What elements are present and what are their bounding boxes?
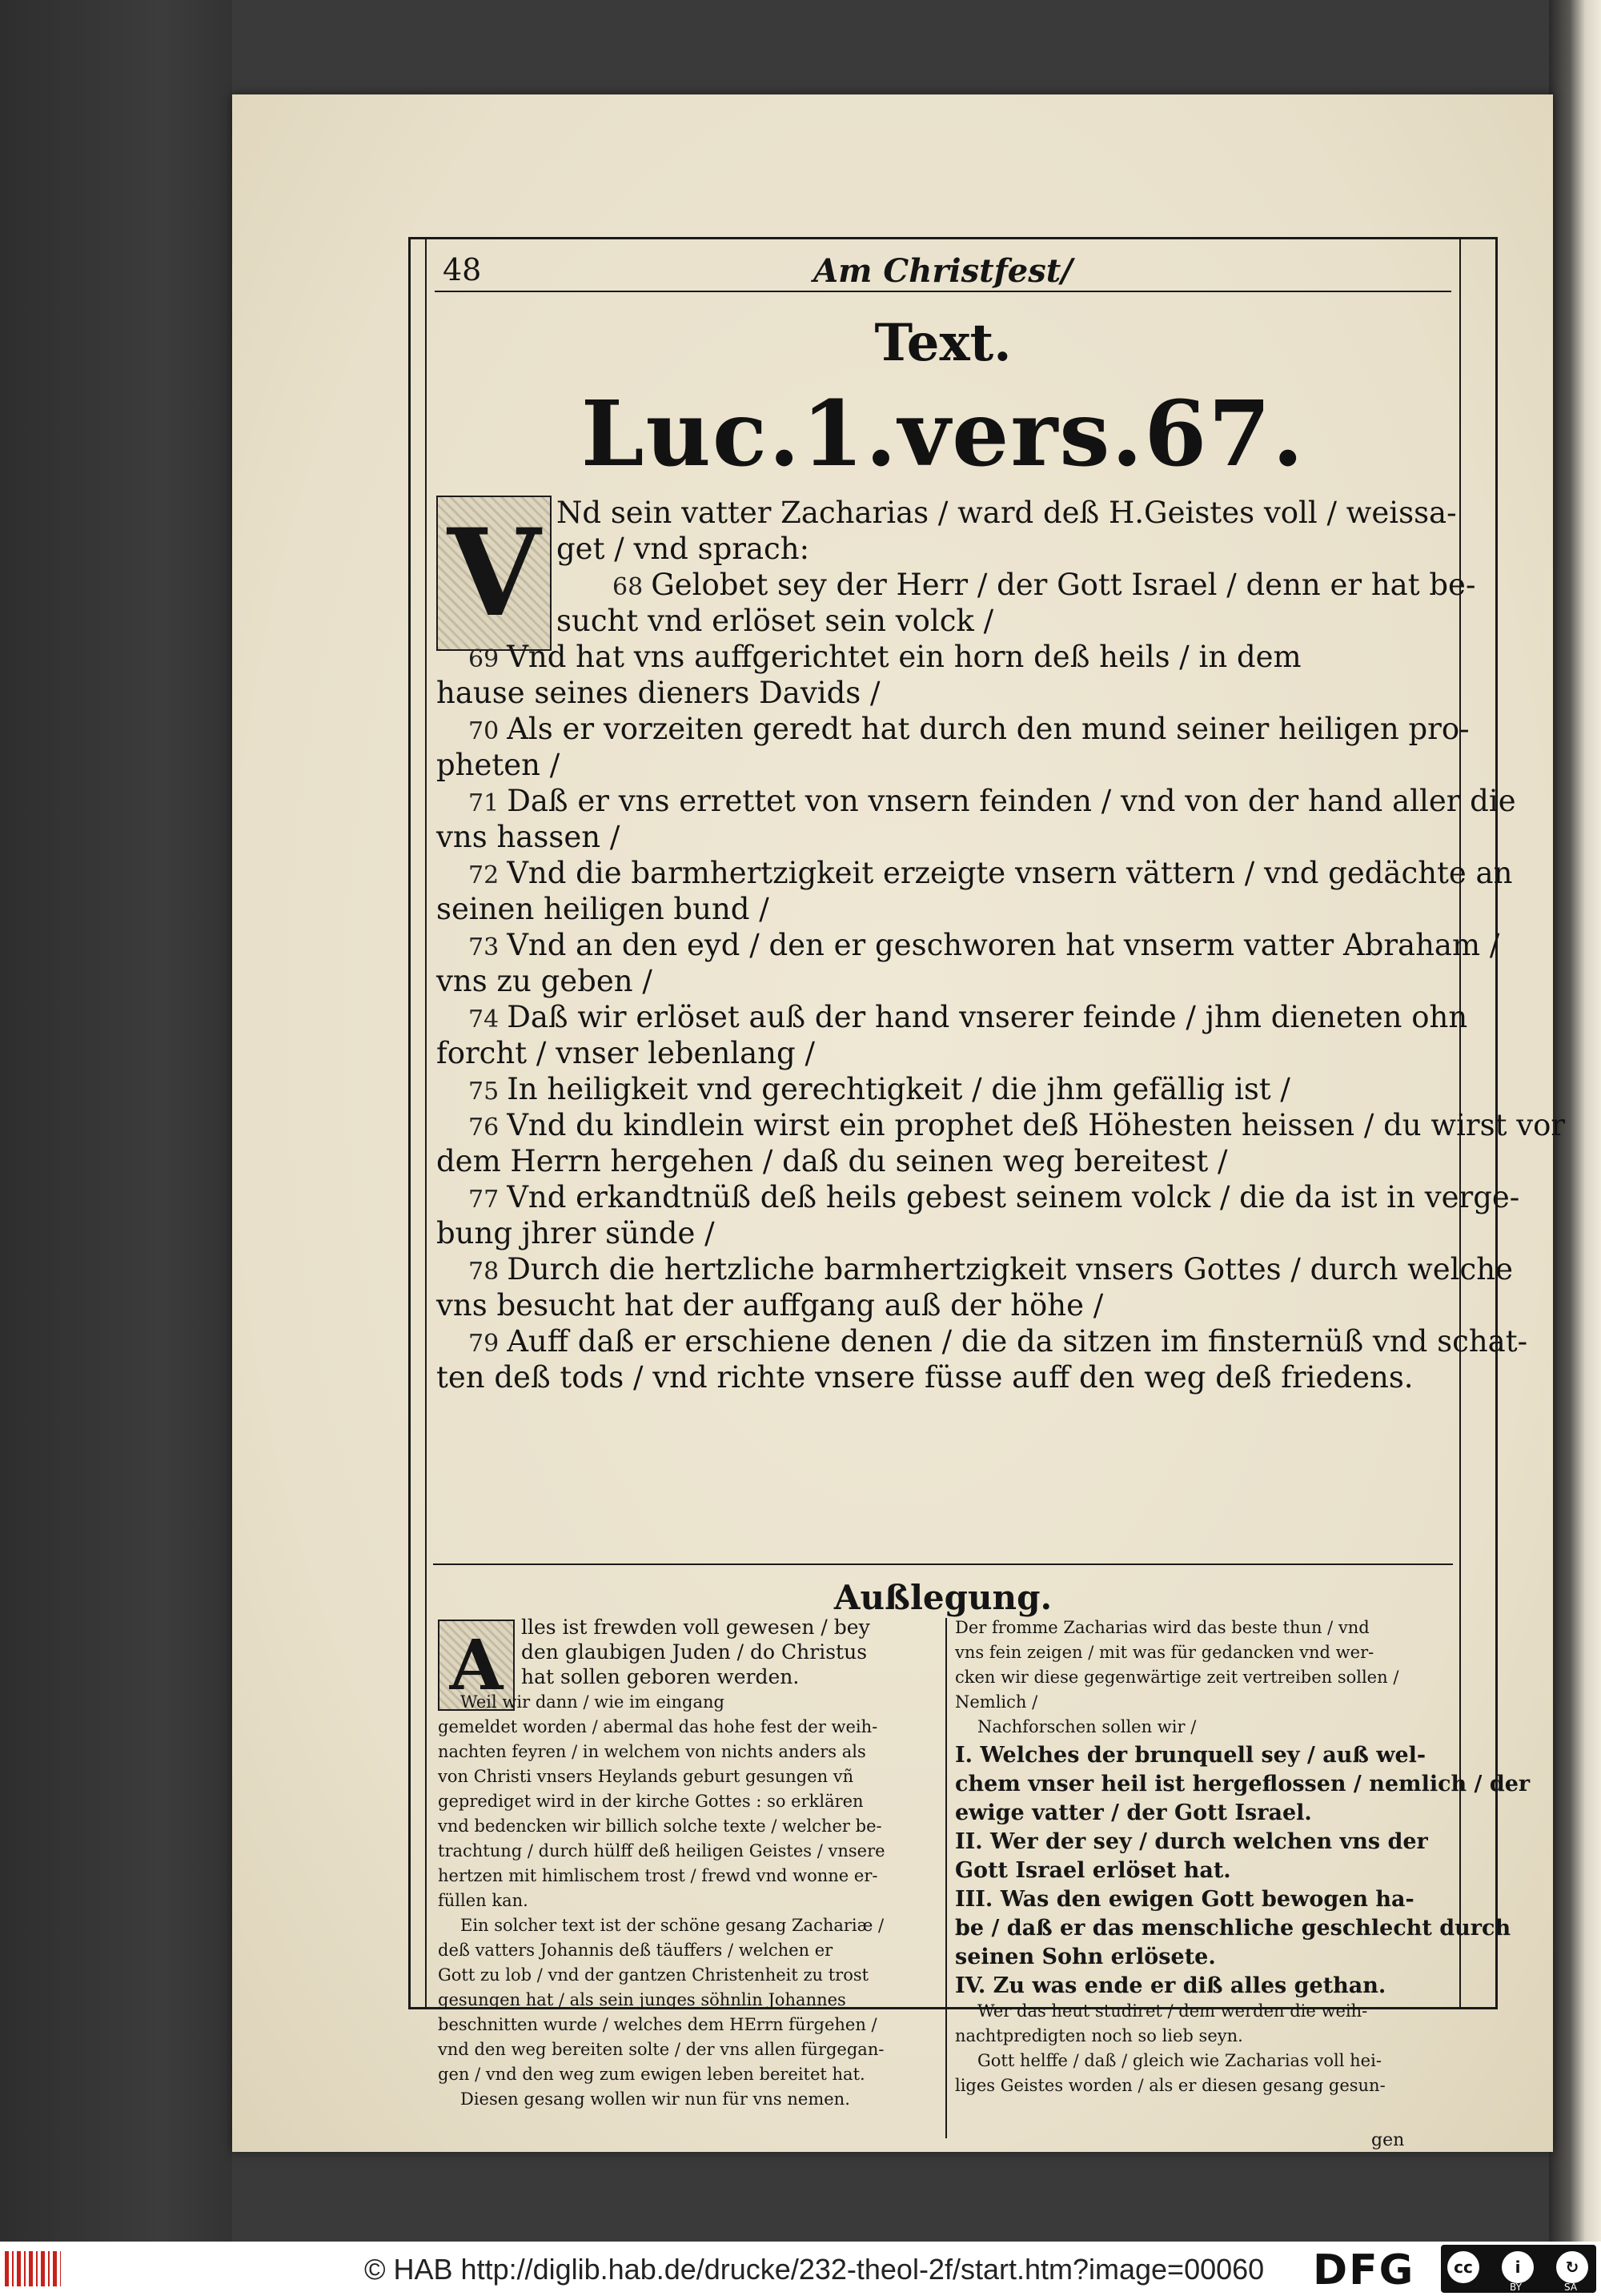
outline-point-line: be / daß er das menschliche geschlecht durch [955,1916,1511,1941]
verse-text: Vnd du kindlein wirst ein prophet deß Höhesten heissen / du wirst vor [507,1108,1566,1142]
running-head: Am Christfest/ [813,252,1073,290]
verse-number: 71 [468,789,500,817]
commentary-line: den glaubigen Juden / do Christus [521,1640,868,1664]
verse-text: Daß wir erlöset auß der hand vnserer feinde / jhm dieneten ohn [507,1000,1468,1034]
background-left [0,0,232,2242]
verse-line [436,1180,1520,1215]
commentary-line: Der fromme Zacharias wird das beste thun / vnd [955,1618,1370,1637]
verse-text: get / vnd sprach: [556,532,810,566]
commentary-line: geprediget wird in der kirche Gottes : so erklären [438,1792,864,1811]
commentary-line: Gott helffe / daß / gleich wie Zacharias voll hei- [977,2051,1382,2070]
verse-text: seinen heiligen bund / [436,892,769,926]
copyright-credit[interactable]: © HAB http://diglib.hab.de/drucke/232-theol-2f/start.htm?image=00060 [364,2253,1265,2286]
section-divider [433,1563,1453,1565]
outline-point-line: III. Was den ewigen Gott bewogen ha- [955,1887,1414,1912]
commentary-line: vnd den weg bereiten solte / der vns allen fürgegan- [438,2040,885,2059]
commentary-line: liges Geistes worden / als er diesen gesang gesun- [955,2076,1386,2095]
verse-line [436,1360,1450,1395]
page-number: 48 [443,252,482,287]
column-divider [945,1618,947,2138]
verse-number: 73 [468,933,500,961]
verse-line [436,1216,1450,1251]
commentary-line: vnd bedencken wir billich solche texte / welcher be- [438,1816,882,1836]
commentary-line: füllen kan. [438,1891,528,1910]
verse-line [436,604,1450,639]
verse-text: bung jhrer sünde / [436,1216,715,1250]
page-header [435,251,1451,292]
verse-number: 75 [468,1078,500,1106]
outline-point-line: II. Wer der sey / durch welchen vns der [955,1829,1428,1854]
verse-line [436,1000,1468,1035]
verse-number: 78 [468,1258,500,1286]
commentary-line: hertzen mit himlischem trost / frewd vnd wonne er- [438,1866,878,1885]
commentary-line: Ein solcher text ist der schöne gesang Zachariæ / [460,1916,885,1935]
verse-line [436,928,1500,963]
verse-line [436,892,1450,927]
verse-line [436,1144,1450,1179]
verse-number: 74 [468,1006,500,1034]
outline-point-line: IV. Zu was ende er diß alles gethan. [955,1973,1386,1998]
verse-line [436,640,1450,675]
verse-text: ten deß tods / vnd richte vnsere füsse auff den weg deß friedens. [436,1360,1414,1395]
text-block [425,239,1566,2150]
commentary-line: nachtpredigten noch so lieb seyn. [955,2026,1243,2045]
verse-text: Vnd an den eyd / den er geschworen hat vnserm vatter Abraham / [507,928,1500,962]
commentary-line: Weil wir dann / wie im eingang [460,1692,724,1712]
verse-line [436,496,1457,531]
verse-line [436,1324,1528,1359]
verse-text: sucht vnd erlöset sein volck / [556,604,994,638]
commentary-line: beschnitten wurde / welches dem HErrn fürgehen / [438,2015,877,2034]
verse-line [436,1036,1450,1071]
verse-number: 72 [468,861,500,889]
verse-line [436,784,1516,819]
verse-line [436,964,1450,999]
commentary-line: nachten feyren / in welchem von nichts anders als [438,1742,866,1761]
verse-number: 76 [468,1114,500,1142]
verse-text: Gelobet sey der Herr / der Gott Israel / denn er hat be- [651,568,1476,602]
verse-line [436,676,1450,711]
catchword: gen [1371,2130,1405,2150]
verse-text: dem Herrn hergehen / daß du seinen weg bereitest / [436,1144,1228,1178]
commentary-line: Nachforschen sollen wir / [977,1717,1197,1736]
verse-text: vns zu geben / [436,964,652,998]
verse-line [436,1108,1566,1143]
commentary-line: trachtung / durch hülff deß heiligen Geistes / vnsere [438,1841,885,1860]
verse-text: Auff daß er erschiene denen / die da sitzen im finsternüß vnd schat- [507,1324,1528,1359]
sa-icon: ↻ [1556,2251,1588,2283]
commentary-line: hat sollen geboren werden. [521,1665,800,1688]
verse-text: Nd sein vatter Zacharias / ward deß H.Geistes voll / weissa- [556,496,1457,530]
outline-point-line: seinen Sohn erlösete. [955,1945,1216,1969]
book-page [232,94,1566,2152]
by-icon: i [1502,2251,1534,2283]
verse-line [436,1288,1450,1323]
commentary-line: cken wir diese gegenwärtige zeit vertreiben sollen / [955,1668,1399,1687]
verse-text: Durch die hertzliche barmhertzigkeit vnsers Gottes / durch welche [507,1252,1513,1286]
outline-point-line: I. Welches der brunquell sey / auß wel- [955,1743,1426,1768]
commentary-line: gesungen hat / als sein junges söhnlin Johannes [438,1990,846,2009]
verse-text: Vnd hat vns auffgerichtet ein horn deß heils / in dem [507,640,1302,674]
verse-line [436,1252,1513,1287]
commentary-line: von Christi vnsers Heylands geburt gesungen vñ [438,1767,854,1786]
verse-text: forcht / vnser lebenlang / [436,1036,815,1070]
page-frame [408,237,1566,2150]
verse-line [436,568,1476,603]
verse-number: 70 [468,717,500,745]
drop-cap-initial-small: A [438,1620,515,1711]
verse-line [436,712,1470,747]
outline-point-line: chem vnser heil ist hergeflossen / nemlich / der [955,1772,1531,1796]
verse-text: hause seines dieners Davids / [436,676,881,710]
verse-text: Daß er vns errettet von vnsern feinden / vnd von der hand aller die [507,784,1516,818]
commentary-line: gen / vnd den weg zum ewigen leben bereitet hat. [438,2065,865,2084]
verse-text: pheten / [436,748,560,782]
verse-text: vns besucht hat der auffgang auß der höhe / [436,1288,1104,1323]
commentary-line: Nemlich / [955,1692,1038,1712]
verse-line [436,856,1513,891]
outline-point-line: Gott Israel erlöset hat. [955,1858,1231,1883]
commentary-line: Wer das heut studiret / dem werden die weih- [977,2001,1368,2021]
commentary-line: Gott zu lob / vnd der gantzen Christenheit zu trost [438,1965,869,1985]
text-heading: Text. [874,313,1012,373]
section-title: Außlegung. [833,1578,1053,1617]
verse-text: Als er vorzeiten geredt hat durch den mund seiner heiligen pro- [507,712,1470,746]
verse-number: 69 [468,645,500,673]
cc-license-icon[interactable]: cc i ↻ BY SA [1441,2245,1596,2293]
verse-text: vns hassen / [436,820,620,854]
commentary-line: lles ist frewden voll gewesen / bey [521,1616,870,1639]
verse-number: 68 [612,573,644,601]
verse-line [436,532,1450,567]
verse-text: In heiligkeit vnd gerechtigkeit / die jhm gefällig ist / [507,1072,1290,1106]
verse-line [436,1072,1450,1107]
verse-line [436,748,1450,783]
verse-text: Vnd erkandtnüß deß heils gebest seinem volck / die da ist in verge- [507,1180,1520,1214]
commentary-line: Diesen gesang wollen wir nun für vns nemen. [460,2089,850,2109]
verse-number: 77 [468,1186,500,1214]
library-logo-icon [5,2251,61,2286]
verse-number: 79 [468,1330,500,1358]
footer-bar [0,2242,1601,2296]
commentary-line: vns fein zeigen / mit was für gedancken vnd wer- [955,1643,1374,1662]
scripture-reference: Luc.1.vers.67. [580,382,1306,487]
dfg-logo: DFG [1313,2246,1415,2294]
commentary-line: gemeldet worden / abermal das hohe fest der weih- [438,1717,878,1736]
cc-icon: cc [1447,2251,1479,2283]
verse-text: Vnd die barmhertzigkeit erzeigte vnsern vättern / vnd gedächte an [507,856,1513,890]
outline-point-line: ewige vatter / der Gott Israel. [955,1800,1312,1825]
drop-cap-initial: V [436,496,552,651]
commentary-line: deß vatters Johannis deß täuffers / welchen er [438,1941,833,1960]
verse-line [436,820,1450,855]
